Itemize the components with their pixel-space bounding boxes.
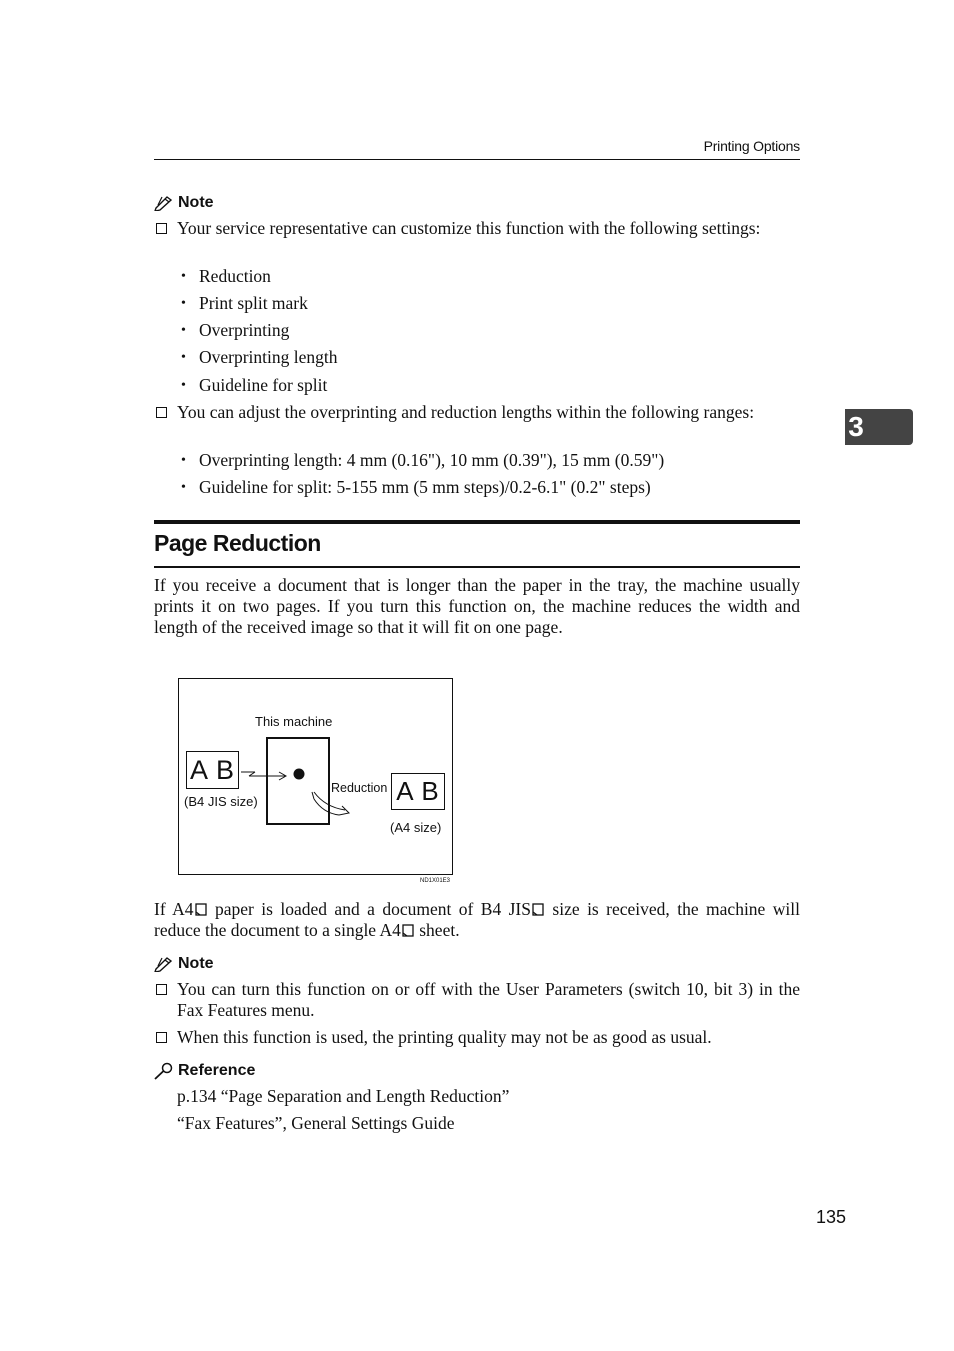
dot-mark xyxy=(294,769,305,780)
portrait-orientation-icon xyxy=(195,903,207,916)
list-item: Guideline for split: 5-155 mm (5 mm steps)/0.2-6.1" (0.2" steps) xyxy=(199,477,651,497)
figure-caption xyxy=(154,899,800,941)
bullet-dot: • xyxy=(181,323,186,338)
note-item: You can adjust the overprinting and reduction lengths within the following ranges: xyxy=(177,402,755,422)
reference-heading-label: Reference xyxy=(178,1062,256,1079)
b4-size-label: (B4 JIS size) xyxy=(184,794,258,809)
bullet-dot: • xyxy=(181,296,186,311)
machine-label: This machine xyxy=(255,714,333,729)
note-item: You can turn this function on or off with the User Parameters (switch 10, bit 3) in the Fax Features menu. xyxy=(177,979,800,1020)
caption-text: If A4 xyxy=(154,899,194,919)
bullet-dot: • xyxy=(181,269,186,284)
portrait-orientation-icon xyxy=(532,903,544,916)
note-item: When this function is used, the printing quality may not be as good as usual. xyxy=(177,1027,712,1047)
reference-link: “Fax Features”, General Settings Guide xyxy=(177,1113,455,1133)
list-item: Overprinting length xyxy=(199,347,338,367)
reduction-diagram xyxy=(178,678,453,875)
section-rule-top xyxy=(154,520,800,524)
bullet-dot: • xyxy=(181,378,186,393)
checkbox-bullet xyxy=(156,984,167,995)
checkbox-bullet xyxy=(156,407,167,418)
section-title: Page Reduction xyxy=(154,530,321,556)
reduction-label: Reduction xyxy=(331,781,388,795)
caption-text: size is received, the machine will reduce the document to a single A4 xyxy=(154,899,800,940)
list-item: Overprinting length: 4 mm (0.16"), 10 mm (0.39"), 15 mm (0.59") xyxy=(199,450,665,470)
checkbox-bullet xyxy=(156,1032,167,1043)
checkbox-bullet xyxy=(156,223,167,234)
b4-document: A B xyxy=(186,751,239,789)
a4-document: A B xyxy=(391,773,445,810)
note-heading-label: Note xyxy=(178,955,214,972)
reference-link: p.134 “Page Separation and Length Reduction” xyxy=(177,1086,510,1106)
pencil-icon xyxy=(154,956,174,972)
reference-heading xyxy=(154,1062,255,1080)
running-header: Printing Options xyxy=(703,138,800,154)
note-heading-label: Note xyxy=(178,194,214,211)
a4-size-label: (A4 size) xyxy=(390,820,442,835)
bullet-dot: • xyxy=(181,453,186,468)
figure-code: ND1X01E3 xyxy=(420,878,451,884)
list-item: Reduction xyxy=(199,266,271,286)
list-item: Print split mark xyxy=(199,293,308,313)
reduction-arrowhead xyxy=(339,806,349,815)
note-heading xyxy=(154,955,214,973)
bullet-dot: • xyxy=(181,350,186,365)
note-heading xyxy=(154,194,214,212)
portrait-orientation-icon xyxy=(402,924,414,937)
bullet-dot: • xyxy=(181,480,186,495)
caption-text: sheet. xyxy=(414,920,460,940)
chapter-tab-number: 3 xyxy=(848,411,864,442)
note-item: Your service representative can customize this function with the following settings: xyxy=(177,218,761,238)
pencil-icon xyxy=(154,195,174,211)
page-number: 135 xyxy=(815,1207,846,1227)
section-intro: If you receive a document that is longer than the paper in the tray, the machine usually prints it on two pages. If you turn this function on, the machine reduces the width and length of the received image so that it will fit on one page. xyxy=(154,575,800,637)
section-rule-bottom xyxy=(154,566,800,568)
header-rule xyxy=(154,159,800,160)
magnifier-icon xyxy=(154,1062,174,1080)
list-item: Overprinting xyxy=(199,320,290,340)
list-item: Guideline for split xyxy=(199,375,328,395)
caption-text: paper is loaded and a document of B4 JIS xyxy=(207,899,531,919)
